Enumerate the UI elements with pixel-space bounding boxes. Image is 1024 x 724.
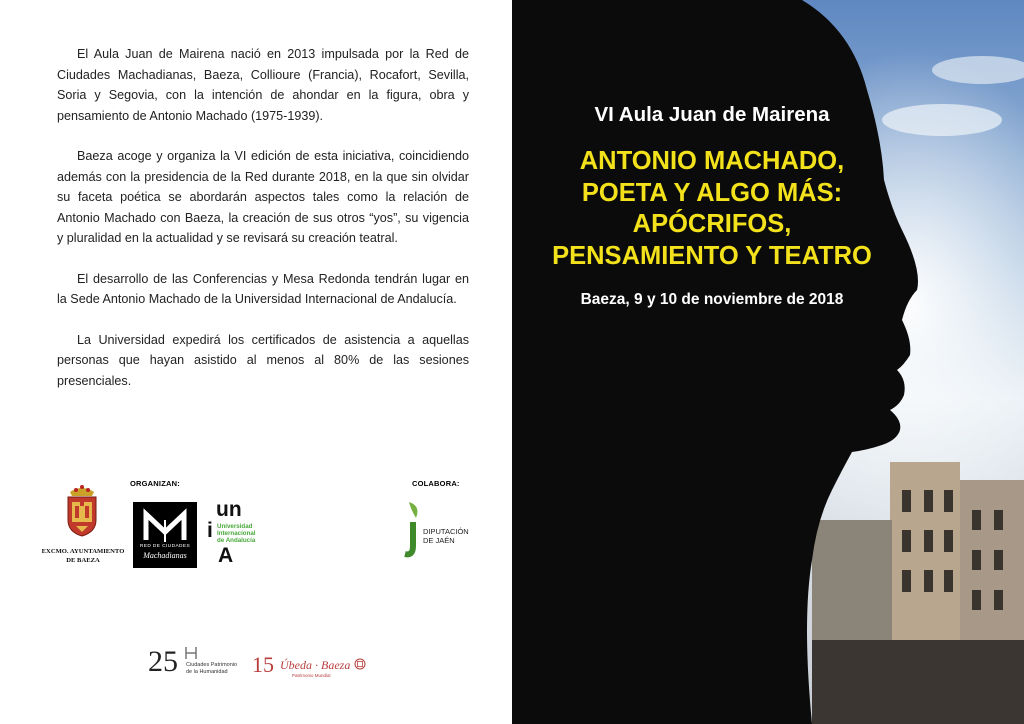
description-text — [57, 44, 469, 411]
paragraph-venue: El desarrollo de las Conferencias y Mesa Redonda tendrán lugar en la Sede Antonio Machado de la Universidad Internacional de Andalucía. — [57, 271, 469, 306]
design-credit: Diseño: MIGUEL AGUDO — [500, 535, 507, 612]
red-ciudades-line2: Machadianas — [143, 551, 187, 560]
ubeda-text: Úbeda · Baeza — [280, 658, 351, 672]
ayuntamiento-label — [40, 547, 126, 565]
unia-a: A — [218, 544, 234, 567]
colabora-label: COLABORA: — [412, 479, 460, 488]
unia-name — [217, 523, 256, 544]
unia-line3: de Andalucía — [217, 537, 256, 544]
unia-line1: Universidad — [217, 523, 253, 530]
unia-i: i — [207, 519, 213, 542]
red-ciudades-machadianas-logo — [133, 502, 197, 568]
ubeda-baeza-logo — [252, 650, 368, 686]
unia-logo — [206, 498, 266, 568]
baeza-crest-logo — [62, 482, 102, 538]
patrimonio-mark-icon — [185, 646, 197, 660]
ciudades-patrimonio-logo — [148, 645, 248, 685]
cover-title-line: PENSAMIENTO Y TEATRO — [552, 241, 872, 270]
patrimonio-number: 25 — [148, 645, 178, 678]
diputacion-line2: DE JAÉN — [423, 536, 455, 545]
cover-title-line: APÓCRIFOS, — [632, 210, 792, 238]
cover-subtitle: VI Aula Juan de Mairena — [594, 103, 830, 126]
unesco-emblem-icon — [354, 658, 366, 670]
cover-panel — [512, 0, 1024, 724]
ubeda-number: 15 — [252, 652, 274, 677]
olive-leaf-icon — [403, 500, 425, 560]
cover-date: Baeza, 9 y 10 de noviembre de 2018 — [580, 291, 844, 308]
cover-title-line: ANTONIO MACHADO, — [579, 147, 845, 175]
cover-title — [512, 146, 912, 272]
diputacion-line1: DIPUTACIÓN — [423, 527, 469, 536]
organizan-label: ORGANIZAN: — [130, 479, 180, 488]
diputacion-jaen-logo — [403, 500, 479, 560]
patrimonio-line2: de la Humanidad — [186, 668, 228, 675]
paragraph-edition: Baeza acoge y organiza la VI edición de esta iniciativa, coincidiendo además con la presidencia de la Red durante 2018, en la que sin olvidar su faceta poética se abordarán aspectos tales como la relación de Antonio Machado con Baeza, la creación de sus otros “yos”, su vigencia y pluralidad en la actualidad y se revisará su creación teatral. — [57, 149, 469, 245]
diputacion-name — [423, 527, 469, 545]
paragraph-history: El Aula Juan de Mairena nació en 2013 impulsada por la Red de Ciudades Machadianas, Baeza, Collioure (Francia), Rocafort, Sevilla, Soria y Segovia, con la intención de ahondar en la figura, obra y pensamiento de Antonio Machado (1975-1939). — [57, 47, 469, 123]
paragraph-certificates: La Universidad expedirá los certificados de asistencia a aquellas personas que hayan asistido al menos al 80% de las sesiones presenciales. — [57, 332, 469, 388]
unia-un: un — [216, 498, 242, 521]
patrimonio-name — [186, 662, 237, 675]
cover-title-line: POETA Y ALGO MÁS: — [581, 178, 843, 207]
ayuntamiento-line2: DE BAEZA — [66, 557, 100, 564]
ubeda-sub: Patrimonio Mundial — [292, 673, 331, 678]
red-ciudades-line1: RED DE CIUDADES — [139, 544, 191, 549]
unia-line2: Internacional — [217, 530, 256, 537]
ayuntamiento-line1: EXCMO. AYUNTAMIENTO — [41, 548, 125, 555]
patrimonio-line1: Ciudades Patrimonio — [186, 662, 238, 668]
